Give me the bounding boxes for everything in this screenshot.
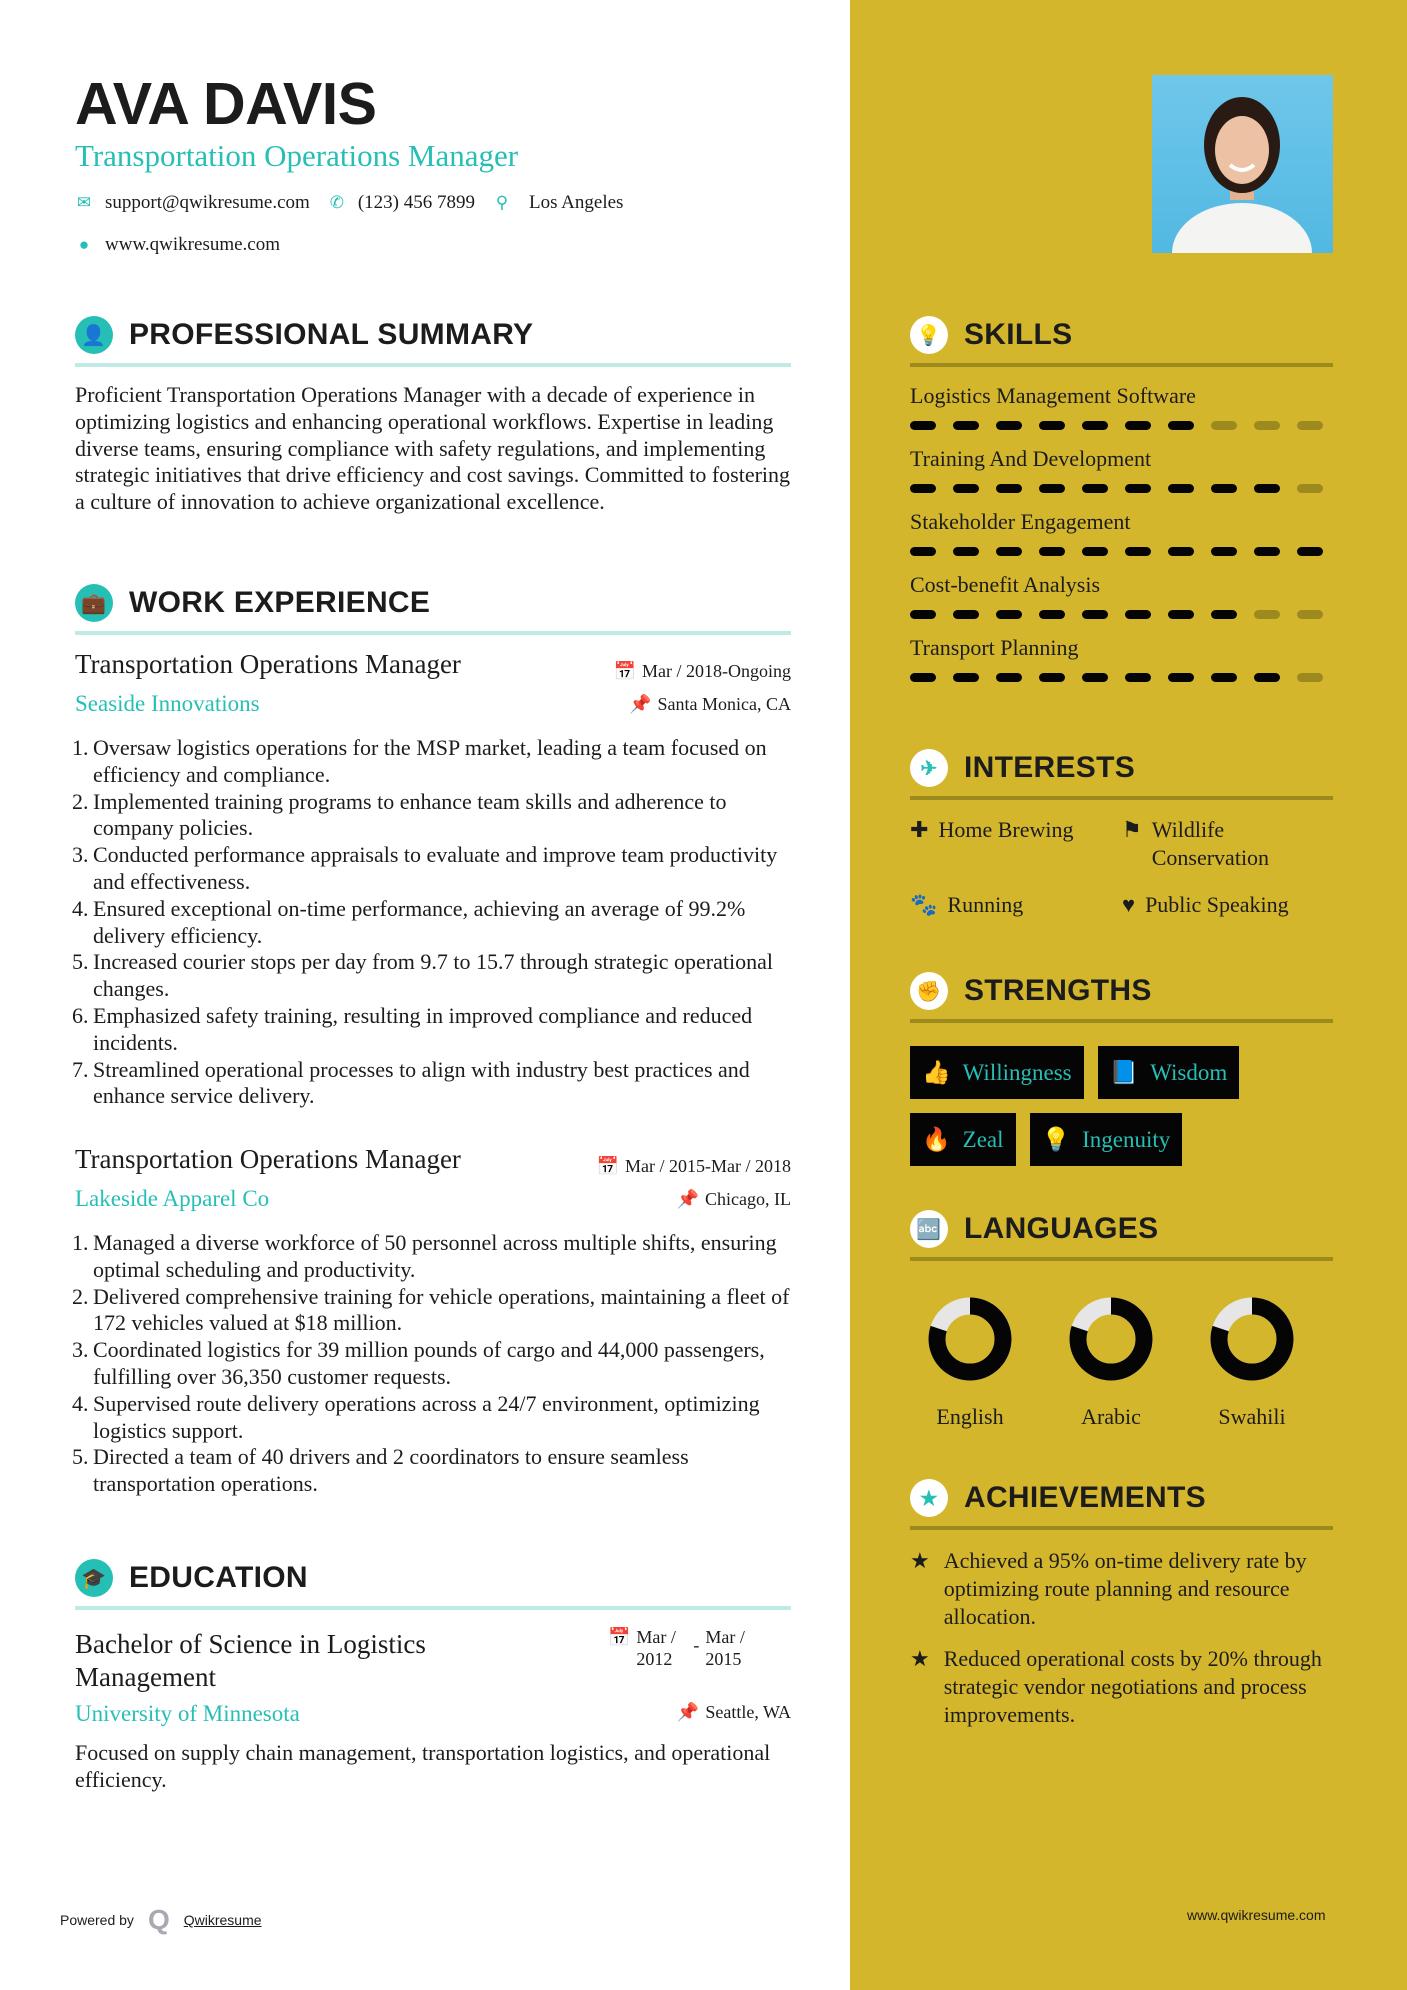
website-row bbox=[73, 234, 280, 256]
strength-tag: 📘 Wisdom bbox=[1098, 1046, 1240, 1099]
skill-level-dash bbox=[1297, 547, 1323, 556]
skill-level-dash bbox=[1125, 610, 1151, 619]
skill-level-dash bbox=[953, 673, 979, 682]
education-section bbox=[75, 1559, 791, 1610]
skill-level-dash bbox=[1297, 610, 1323, 619]
list-item: 4. Ensured exceptional on-time performance, achieving an average of 99.2% delivery efficiency. bbox=[72, 895, 746, 948]
heartbeat-icon: ♥ bbox=[1122, 892, 1136, 917]
achievement-item: ★ Achieved a 95% on-time delivery rate by optimizing route planning and resource allocation. bbox=[910, 1548, 1307, 1629]
envelope-icon: ✉ bbox=[76, 193, 92, 212]
school-name: University of Minnesota bbox=[75, 1701, 300, 1726]
map-pin-icon: ⚲ bbox=[495, 193, 509, 212]
profile-photo bbox=[1152, 75, 1333, 253]
skill-level-dash bbox=[953, 547, 979, 556]
skill-level-dash bbox=[1082, 421, 1108, 430]
skill-level-dash bbox=[996, 673, 1022, 682]
calendar-icon: 📅 bbox=[608, 1627, 631, 1647]
book-icon: 📘 bbox=[1109, 1060, 1139, 1085]
interest-item: ♥ Public Speaking bbox=[1122, 892, 1289, 917]
strengths-section bbox=[910, 972, 1333, 1023]
skill-level-dash bbox=[1211, 673, 1237, 682]
skill-level-dash bbox=[910, 610, 936, 619]
skill-level-dash bbox=[1125, 421, 1151, 430]
list-item: 7. Streamlined operational processes to align with industry best practices and enhance service delivery. bbox=[72, 1056, 750, 1109]
languages-section bbox=[910, 1210, 1333, 1261]
section-title: EDUCATION bbox=[129, 1561, 308, 1594]
job-title: Transportation Operations Manager bbox=[75, 1144, 461, 1174]
skill-level-dash bbox=[1297, 484, 1323, 493]
section-divider bbox=[910, 1019, 1333, 1023]
candidate-name: AVA DAVIS bbox=[75, 71, 377, 137]
skill-level-bar bbox=[910, 547, 1333, 556]
language-item bbox=[1192, 1294, 1312, 1430]
skill-level-dash bbox=[953, 421, 979, 430]
skill-level-dash bbox=[1254, 610, 1280, 619]
skill-level-bar bbox=[910, 484, 1333, 493]
section-divider bbox=[75, 363, 791, 367]
skill-name: Transport Planning bbox=[910, 635, 1079, 660]
language-name: Swahili bbox=[1218, 1404, 1286, 1429]
section-title: SKILLS bbox=[964, 318, 1073, 351]
job-bullets bbox=[72, 1230, 792, 1498]
section-title: LANGUAGES bbox=[964, 1212, 1159, 1245]
contact-row bbox=[73, 192, 623, 214]
summary-section bbox=[75, 316, 795, 516]
job-bullets bbox=[72, 735, 792, 1110]
list-item: 2. Implemented training programs to enhance team skills and adherence to company policies. bbox=[72, 788, 727, 841]
skill-level-dash bbox=[1039, 673, 1065, 682]
skills-section bbox=[910, 316, 1333, 698]
skill-level-dash bbox=[996, 610, 1022, 619]
skill-level-bar bbox=[910, 673, 1333, 682]
section-title: STRENGTHS bbox=[964, 974, 1152, 1007]
language-item bbox=[910, 1294, 1030, 1430]
job-location: 📌 Chicago, IL bbox=[676, 1189, 791, 1209]
summary-text: Proficient Transportation Operations Manager with a decade of experience in optimizing logistics and enhancing operational workflows. Expertise in leading diverse teams, ensuring compliance with safety regulations, and implementing strategic initiatives that drive efficiency and cost savings. Committed to fostering a culture of innovation to achieve organizational excellence. bbox=[75, 382, 791, 515]
language-name: English bbox=[936, 1404, 1004, 1429]
education-location: 📌 Seattle, WA bbox=[676, 1702, 791, 1722]
section-title: ACHIEVEMENTS bbox=[964, 1481, 1206, 1514]
skill-name: Cost-benefit Analysis bbox=[910, 572, 1101, 597]
job-dates: 📅 Mar / 2018-Ongoing bbox=[613, 661, 791, 681]
language-item bbox=[1051, 1294, 1171, 1430]
skill-level-dash bbox=[1254, 421, 1280, 430]
skill-level-dash bbox=[1254, 673, 1280, 682]
experience-section bbox=[75, 584, 791, 635]
skill-level-dash bbox=[1082, 610, 1108, 619]
skill-level-dash bbox=[953, 610, 979, 619]
skill-level-dash bbox=[1211, 610, 1237, 619]
skill-level-dash bbox=[910, 484, 936, 493]
skill-level-dash bbox=[996, 421, 1022, 430]
achievement-item: ★ Reduced operational costs by 20% through strategic vendor negotiations and process improvements. bbox=[910, 1646, 1322, 1727]
calendar-icon: 📅 bbox=[596, 1156, 620, 1176]
phone-icon: ✆ bbox=[329, 193, 344, 212]
section-divider bbox=[910, 1526, 1333, 1530]
star-icon: ★ bbox=[910, 1646, 930, 1671]
powered-by: Powered by Q Qwikresume bbox=[60, 1904, 262, 1935]
skill-level-dash bbox=[1168, 610, 1194, 619]
skill-level-dash bbox=[910, 547, 936, 556]
section-title: INTERESTS bbox=[964, 751, 1136, 784]
section-divider bbox=[75, 631, 791, 635]
skill-level-dash bbox=[1082, 547, 1108, 556]
email-link[interactable]: support@qwikresume.com bbox=[105, 192, 310, 213]
section-divider bbox=[910, 1257, 1333, 1261]
lightbulb-icon: 💡 bbox=[1041, 1127, 1071, 1152]
paw-icon: 🐾 bbox=[910, 892, 938, 917]
section-divider bbox=[910, 796, 1333, 800]
candidate-role: Transportation Operations Manager bbox=[75, 138, 519, 173]
graduation-icon: 🎓 bbox=[75, 1559, 113, 1597]
education-dates: 📅 Mar / 2012 - Mar / 2015 bbox=[608, 1627, 745, 1669]
language-donut bbox=[1066, 1294, 1156, 1384]
company-name: Seaside Innovations bbox=[75, 691, 260, 716]
flame-icon: 🔥 bbox=[922, 1127, 951, 1152]
list-item: 3. Conducted performance appraisals to evaluate and improve team productivity and effectiveness. bbox=[72, 842, 778, 894]
skill-level-dash bbox=[1254, 484, 1280, 493]
interest-item: 🐾 Running bbox=[910, 892, 1024, 917]
skill-level-dash bbox=[1082, 673, 1108, 682]
strength-row bbox=[910, 1046, 1253, 1099]
job-title: Transportation Operations Manager bbox=[75, 649, 461, 679]
calendar-icon: 📅 bbox=[613, 661, 637, 681]
globe-icon: ● bbox=[78, 235, 90, 254]
lightbulb-icon: 💡 bbox=[910, 316, 948, 354]
skill-name: Training And Development bbox=[910, 446, 1152, 471]
degree: Bachelor of Science in Logistics Management bbox=[75, 1629, 426, 1692]
list-item: 6. Emphasized safety training, resulting in improved compliance and reduced incidents. bbox=[72, 1002, 753, 1055]
qwikresume-logo: Q bbox=[147, 1904, 170, 1935]
language-name: Arabic bbox=[1081, 1404, 1141, 1429]
skill-level-dash bbox=[953, 484, 979, 493]
skill-level-dash bbox=[1168, 673, 1194, 682]
skill-level-dash bbox=[996, 484, 1022, 493]
pin-icon: 📌 bbox=[629, 694, 652, 714]
skill-level-dash bbox=[1254, 547, 1280, 556]
skill-level-dash bbox=[1039, 421, 1065, 430]
pin-icon: 📌 bbox=[676, 1702, 700, 1722]
list-item: 1. Managed a diverse workforce of 50 personnel across multiple shifts, ensuring optimal scheduling and productivity. bbox=[72, 1230, 777, 1282]
skill-level-dash bbox=[1082, 484, 1108, 493]
skill-name: Logistics Management Software bbox=[910, 383, 1196, 408]
skill-level-dash bbox=[1211, 547, 1237, 556]
skill-level-dash bbox=[1211, 484, 1237, 493]
website-link[interactable]: www.qwikresume.com bbox=[105, 234, 281, 255]
skill-level-dash bbox=[996, 547, 1022, 556]
skill-level-dash bbox=[910, 673, 936, 682]
job-location: 📌 Santa Monica, CA bbox=[629, 694, 791, 714]
skill-level-dash bbox=[1168, 484, 1194, 493]
section-divider bbox=[910, 363, 1333, 367]
interests-section bbox=[910, 749, 1333, 800]
section-title: WORK EXPERIENCE bbox=[129, 586, 431, 619]
interest-item: ⚑ Wildlife Conservation bbox=[1122, 817, 1270, 870]
skill-level-dash bbox=[1125, 484, 1151, 493]
list-item: 1. Oversaw logistics operations for the MSP market, leading a team focused on efficiency and compliance. bbox=[72, 735, 767, 787]
phone-text: (123) 456 7899 bbox=[357, 192, 475, 213]
interest-item: ✚ Home Brewing bbox=[910, 817, 1074, 842]
skill-level-dash bbox=[1168, 547, 1194, 556]
skill-level-dash bbox=[1039, 547, 1065, 556]
strength-tag: 🔥 Zeal bbox=[910, 1113, 1016, 1166]
strength-tag: 👍 Willingness bbox=[910, 1046, 1084, 1099]
skill-level-bar bbox=[910, 610, 1333, 619]
skill-level-dash bbox=[1297, 421, 1323, 430]
strength-tag: 💡 Ingenuity bbox=[1030, 1113, 1183, 1166]
skill-level-dash bbox=[1168, 421, 1194, 430]
skill-level-dash bbox=[1039, 610, 1065, 619]
skill-level-dash bbox=[1125, 673, 1151, 682]
footer-website[interactable]: www.qwikresume.com bbox=[1187, 1907, 1326, 1923]
section-divider bbox=[75, 1606, 791, 1610]
pin-icon: 📌 bbox=[676, 1189, 700, 1209]
skill-level-dash bbox=[1039, 484, 1065, 493]
section-title: PROFESSIONAL SUMMARY bbox=[129, 318, 534, 351]
briefcase-icon: 💼 bbox=[75, 584, 113, 622]
star-icon: ★ bbox=[910, 1548, 930, 1573]
star-icon: ★ bbox=[910, 1479, 948, 1517]
list-item: 2. Delivered comprehensive training for vehicle operations, maintaining a fleet of 172 vehicles valued at $18 million. bbox=[72, 1283, 790, 1336]
job-dates: 📅 Mar / 2015-Mar / 2018 bbox=[596, 1156, 791, 1176]
achievements-section bbox=[910, 1479, 1340, 1743]
language-donut bbox=[925, 1294, 1015, 1384]
language-donut bbox=[1207, 1294, 1297, 1384]
skill-level-dash bbox=[1297, 673, 1323, 682]
skill-level-bar bbox=[910, 421, 1333, 430]
list-item: 5. Increased courier stops per day from 9.7 to 15.7 through strategic operational changes. bbox=[72, 949, 773, 1002]
company-name: Lakeside Apparel Co bbox=[75, 1186, 270, 1211]
skill-name: Stakeholder Engagement bbox=[910, 509, 1131, 534]
puzzle-icon: ✚ bbox=[910, 817, 929, 842]
user-icon: 👤 bbox=[75, 316, 113, 354]
list-item: 4. Supervised route delivery operations across a 24/7 environment, optimizing logistics support. bbox=[72, 1390, 760, 1443]
skill-level-dash bbox=[1211, 421, 1237, 430]
skill-level-dash bbox=[910, 421, 936, 430]
thumbs-up-icon: 👍 bbox=[922, 1060, 951, 1085]
skill-level-dash bbox=[1125, 547, 1151, 556]
qwikresume-link[interactable]: Qwikresume bbox=[183, 1912, 262, 1928]
list-item: 5. Directed a team of 40 drivers and 2 coordinators to ensure seamless transportation operations. bbox=[72, 1444, 689, 1497]
location-text: Los Angeles bbox=[528, 192, 624, 213]
strength-row bbox=[910, 1113, 1196, 1166]
fist-icon: ✊ bbox=[910, 972, 948, 1010]
translate-icon: 🔤 bbox=[910, 1210, 948, 1248]
flag-icon: ⚑ bbox=[1122, 817, 1142, 842]
list-item: 3. Coordinated logistics for 39 million pounds of cargo and 44,000 passengers, fulfilling over 36,350 customer requests. bbox=[72, 1337, 765, 1389]
paper-plane-icon: ✈ bbox=[910, 749, 948, 787]
education-desc: Focused on supply chain management, transportation logistics, and operational efficiency. bbox=[75, 1740, 771, 1792]
